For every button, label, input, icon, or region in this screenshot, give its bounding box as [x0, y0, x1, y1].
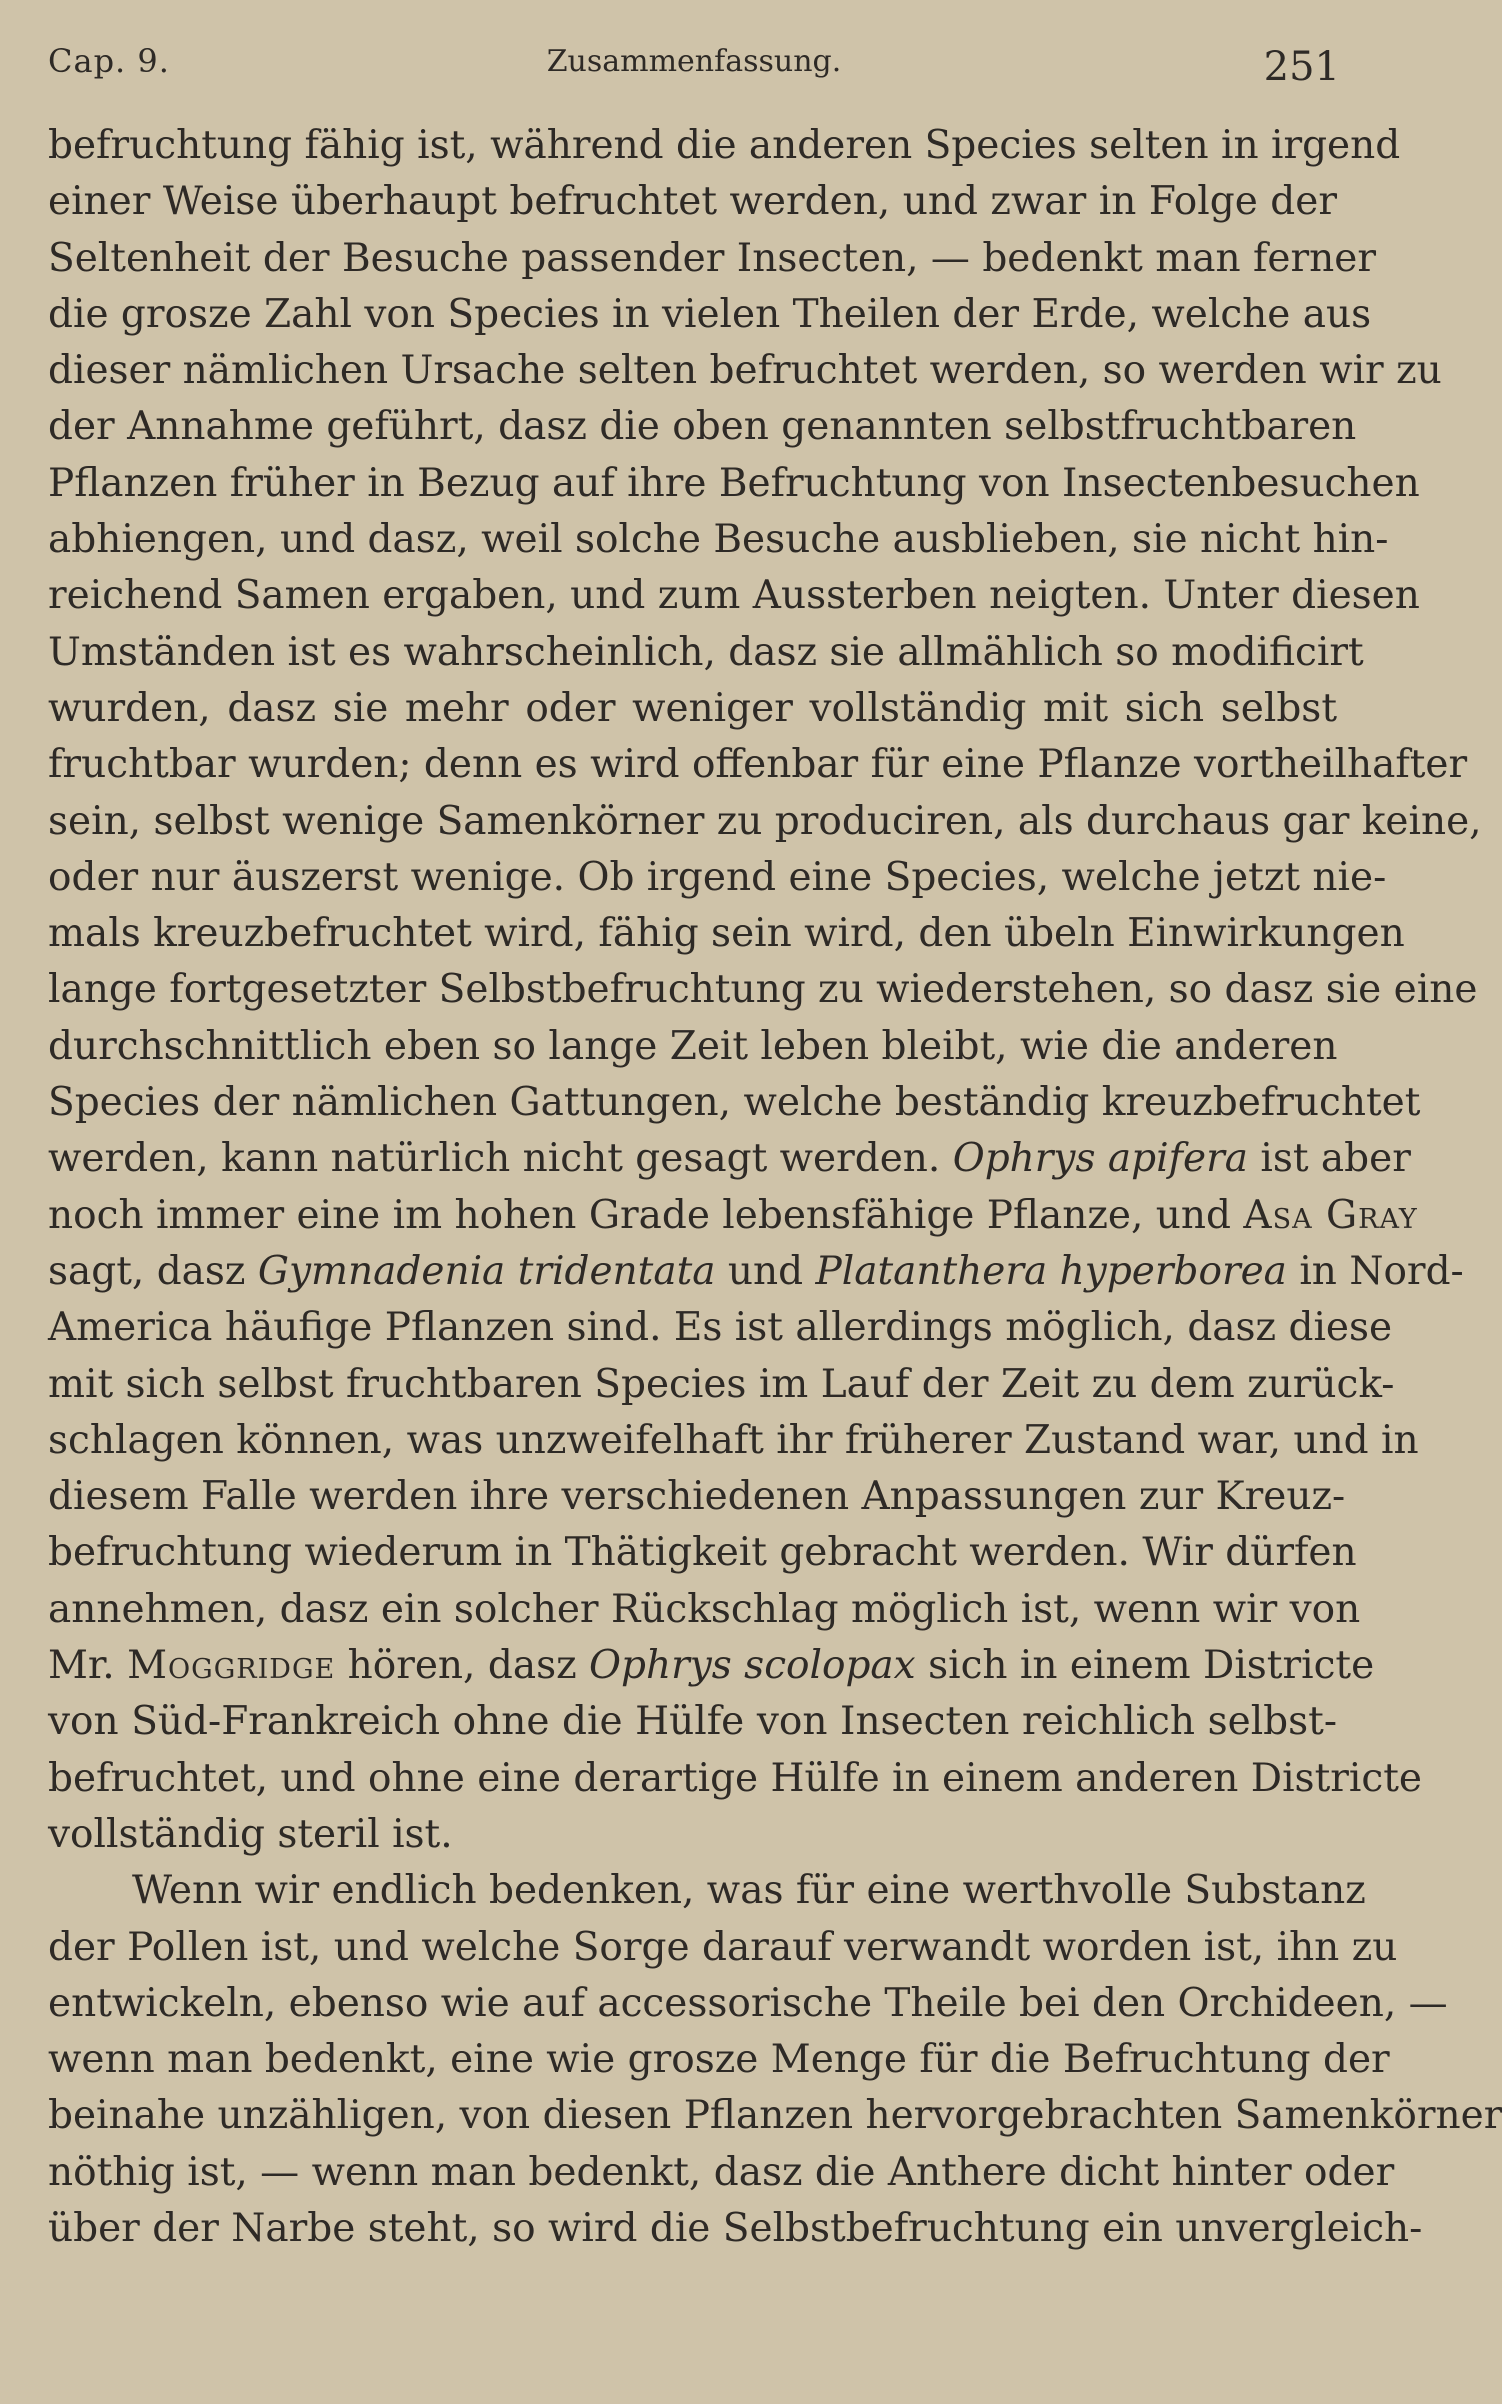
text-line — [48, 625, 1364, 681]
text-span: der Annahme geführt, dasz die oben genannten selbstfruchtbaren — [48, 404, 1357, 450]
text-line — [48, 1751, 1422, 1807]
text-span: wenn man bedenkt, eine wie grosze Menge für die Befruchtung der — [48, 2037, 1390, 2083]
text-span: oder nur äuszerst wenige. Ob irgend eine Species, welche jetzt nie- — [48, 854, 1387, 900]
text-span: Pflanzen früher in Bezug auf ihre Befruchtung von Insectenbesuchen — [48, 460, 1420, 506]
text-span: in Nord- — [1286, 1248, 1464, 1294]
text-line — [48, 1976, 1448, 2032]
text-span: mit sich selbst fruchtbaren Species im Lauf der Zeit zu dem zurück- — [48, 1361, 1395, 1407]
text-span: Species der nämlichen Gattungen, welche beständig kreuzbefruchtet — [48, 1080, 1421, 1126]
text-span: fruchtbar wurden; denn es wird offenbar für eine Pflanze vortheilhafter — [48, 742, 1468, 788]
text-span: sein, selbst wenige Samenkörner zu produciren, als durchaus gar keine, — [48, 798, 1482, 844]
text-line — [48, 1638, 1375, 1694]
text-line — [48, 343, 1442, 399]
text-line — [48, 1469, 1346, 1525]
italic-species-name: Ophrys apifera — [952, 1136, 1248, 1182]
italic-species-name: Ophrys scolopax — [589, 1643, 916, 1689]
author-name: Asa Gray — [1243, 1192, 1418, 1238]
page-body — [48, 118, 1502, 2257]
text-line — [48, 737, 1468, 793]
text-span: vollständig steril ist. — [48, 1811, 453, 1857]
text-line — [48, 1357, 1395, 1413]
text-line — [48, 1807, 1337, 1863]
text-line — [48, 1244, 1464, 1300]
text-span: abhiengen, und dasz, weil solche Besuche ausblieben, sie nicht hin- — [48, 517, 1389, 563]
text-line — [48, 2088, 1502, 2144]
text-line — [48, 512, 1389, 568]
text-span: und — [715, 1248, 816, 1294]
text-span: Umständen ist es wahrscheinlich, dasz sie allmählich so modificirt — [48, 629, 1364, 675]
text-line — [48, 906, 1405, 962]
text-line — [48, 2032, 1390, 2088]
text-span: sich in einem Districte — [915, 1643, 1375, 1689]
text-span: schlagen können, was unzweifelhaft ihr früherer Zustand war, und in — [48, 1417, 1419, 1463]
text-line — [48, 1920, 1398, 1976]
page-number: 251 — [1263, 44, 1340, 90]
text-line — [48, 1075, 1421, 1131]
text-span: durchschnittlich eben so lange Zeit leben bleibt, wie die anderen — [48, 1023, 1338, 1069]
text-line — [48, 2201, 1423, 2257]
text-span: annehmen, dasz ein solcher Rückschlag möglich ist, wenn wir von — [48, 1586, 1361, 1632]
text-line — [48, 1413, 1419, 1469]
text-span: wurden, dasz sie mehr oder weniger vollständig mit sich selbst — [48, 685, 1337, 731]
text-span: befruchtung wiederum in Thätigkeit gebracht werden. Wir dürfen — [48, 1530, 1357, 1576]
paragraph-2 — [48, 1863, 1502, 2257]
text-span: Seltenheit der Besuche passender Insecten, — bedenkt man ferner — [48, 235, 1376, 281]
text-line — [48, 1694, 1337, 1750]
italic-species-name: Gymnadenia tridentata — [257, 1248, 716, 1294]
text-span: ist aber — [1247, 1136, 1411, 1182]
text-span: von Süd-Frankreich ohne die Hülfe von Insecten reichlich selbst- — [48, 1699, 1337, 1745]
text-line — [48, 287, 1372, 343]
running-header — [48, 32, 1340, 92]
text-span: noch immer eine im hohen Grade lebensfähige Pflanze, und — [48, 1192, 1244, 1238]
text-line — [48, 1131, 1411, 1187]
text-line — [48, 2145, 1395, 2201]
italic-species-name: Platanthera hyperborea — [815, 1248, 1287, 1294]
text-span: reichend Samen ergaben, und zum Aussterben neigten. Unter diesen — [48, 573, 1420, 619]
text-span: sagt, dasz — [48, 1248, 258, 1294]
text-line — [48, 1525, 1357, 1581]
text-span: befruchtet, und ohne eine derartige Hülfe in einem anderen Districte — [48, 1755, 1422, 1801]
text-line — [48, 1863, 1366, 1919]
text-line — [48, 568, 1420, 624]
author-name: Moggridge — [127, 1643, 336, 1689]
section-title: Zusammenfassung. — [546, 44, 842, 79]
text-line — [48, 962, 1478, 1018]
text-span: diesem Falle werden ihre verschiedenen Anpassungen zur Kreuz- — [48, 1474, 1346, 1520]
text-line — [48, 681, 1337, 737]
text-span: lange fortgesetzter Selbstbefruchtung zu wiederstehen, so dasz sie eine — [48, 967, 1478, 1013]
chapter-label: Cap. 9. — [48, 42, 170, 80]
text-span: mals kreuzbefruchtet wird, fähig sein wird, den übeln Einwirkungen — [48, 911, 1405, 957]
text-line — [48, 850, 1387, 906]
text-span: Mr. — [48, 1643, 128, 1689]
text-span: nöthig ist, — wenn man bedenkt, dasz die Anthere dicht hinter oder — [48, 2149, 1395, 2195]
text-line — [48, 1582, 1361, 1638]
text-span: über der Narbe steht, so wird die Selbstbefruchtung ein unvergleich- — [48, 2205, 1423, 2251]
text-line — [48, 1019, 1337, 1075]
text-line — [48, 399, 1357, 455]
text-span: beinahe unzähligen, von diesen Pflanzen hervorgebrachten Samenkörner — [48, 2093, 1502, 2139]
text-line — [48, 456, 1420, 512]
text-span: befruchtung fähig ist, während die anderen Species selten in irgend — [48, 123, 1401, 168]
text-line — [48, 794, 1482, 850]
text-line — [48, 174, 1337, 230]
text-span: die grosze Zahl von Species in vielen Theilen der Erde, welche aus — [48, 291, 1372, 337]
text-span: entwickeln, ebenso wie auf accessorische Theile bei den Orchideen, — — [48, 1980, 1448, 2026]
text-line — [48, 118, 1401, 174]
text-span: der Pollen ist, und welche Sorge darauf verwandt worden ist, ihn zu — [48, 1924, 1398, 1970]
text-span: hören, dasz — [335, 1643, 590, 1689]
text-span: einer Weise überhaupt befruchtet werden, und zwar in Folge der — [48, 179, 1337, 225]
text-line — [48, 1300, 1393, 1356]
text-span: werden, kann natürlich nicht gesagt werden. — [48, 1136, 953, 1182]
text-span: dieser nämlichen Ursache selten befruchtet werden, so werden wir zu — [48, 348, 1442, 394]
text-span: Wenn wir endlich bedenken, was für eine werthvolle Substanz — [132, 1868, 1366, 1914]
text-line — [48, 1188, 1418, 1244]
paragraph-1 — [48, 118, 1482, 1863]
text-line — [48, 231, 1376, 287]
text-span: America häufige Pflanzen sind. Es ist allerdings möglich, dasz diese — [48, 1305, 1393, 1351]
